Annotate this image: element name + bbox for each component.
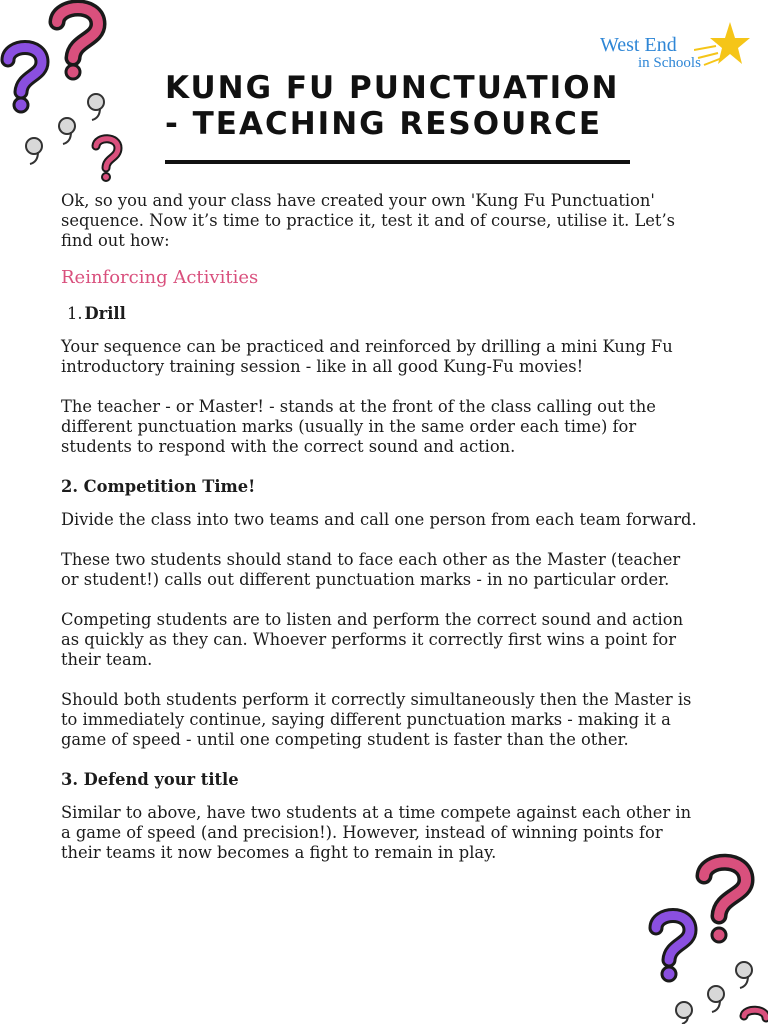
drill-paragraph-1: Your sequence can be practiced and reinforced by drilling a mini Kung Fu introductory training session - like in all good Kung-Fu movies!: [61, 337, 673, 376]
logo-line2: in Schools: [638, 55, 701, 71]
section-title: Reinforcing Activities: [61, 267, 259, 288]
document-body: [61, 191, 701, 863]
star-icon: [694, 20, 750, 72]
comma-icons: [26, 94, 104, 164]
competition-paragraph-1: Divide the class into two teams and call one person from each team forward.: [61, 510, 697, 529]
competition-paragraph-3: Competing students are to listen and perform the correct sound and action as quickly as they can. Whoever performs it correctly first wins a point for their team.: [61, 610, 684, 669]
title-divider: [165, 160, 630, 164]
activity-heading-competition: 2. Competition Time!: [61, 477, 256, 496]
question-marks-decoration-top-left: [0, 0, 160, 185]
activity-heading-defend: 3. Defend your title: [61, 770, 239, 789]
activity-heading-text: Drill: [84, 304, 126, 323]
drill-paragraph-2: The teacher - or Master! - stands at the front of the class calling out the different punctuation marks (usually in the same order each time) for students to respond with the correct sound and action.: [61, 397, 656, 456]
title-line2: - TEACHING RESOURCE: [165, 106, 603, 142]
activity-heading-drill: [61, 304, 701, 324]
question-marks-decoration-bottom-right: [640, 850, 768, 1024]
page-title: [165, 70, 635, 142]
defend-paragraph-1: Similar to above, have two students at a time compete against each other in a game of speed (and precision!). However, instead of winning points for their teams it now becomes a fight to remain in play.: [61, 803, 692, 862]
logo-line1: West End: [600, 34, 677, 56]
competition-paragraph-4: Should both students perform it correctly simultaneously then the Master is to immediately continue, saying different punctuation marks - making it a game of speed - until one competing student is faster than the other.: [61, 690, 692, 749]
west-end-in-schools-logo: [598, 20, 754, 72]
intro-paragraph: Ok, so you and your class have created your own 'Kung Fu Punctuation' sequence. Now it’s time to practice it, test it and of course, utilise it. Let’s find out how:: [61, 191, 676, 250]
title-line1: KUNG FU PUNCTUATION: [165, 70, 620, 106]
activity-number: 1.: [67, 304, 83, 323]
competition-paragraph-2: These two students should stand to face each other as the Master (teacher or student!) calls out different punctuation marks - in no particular order.: [61, 550, 681, 589]
